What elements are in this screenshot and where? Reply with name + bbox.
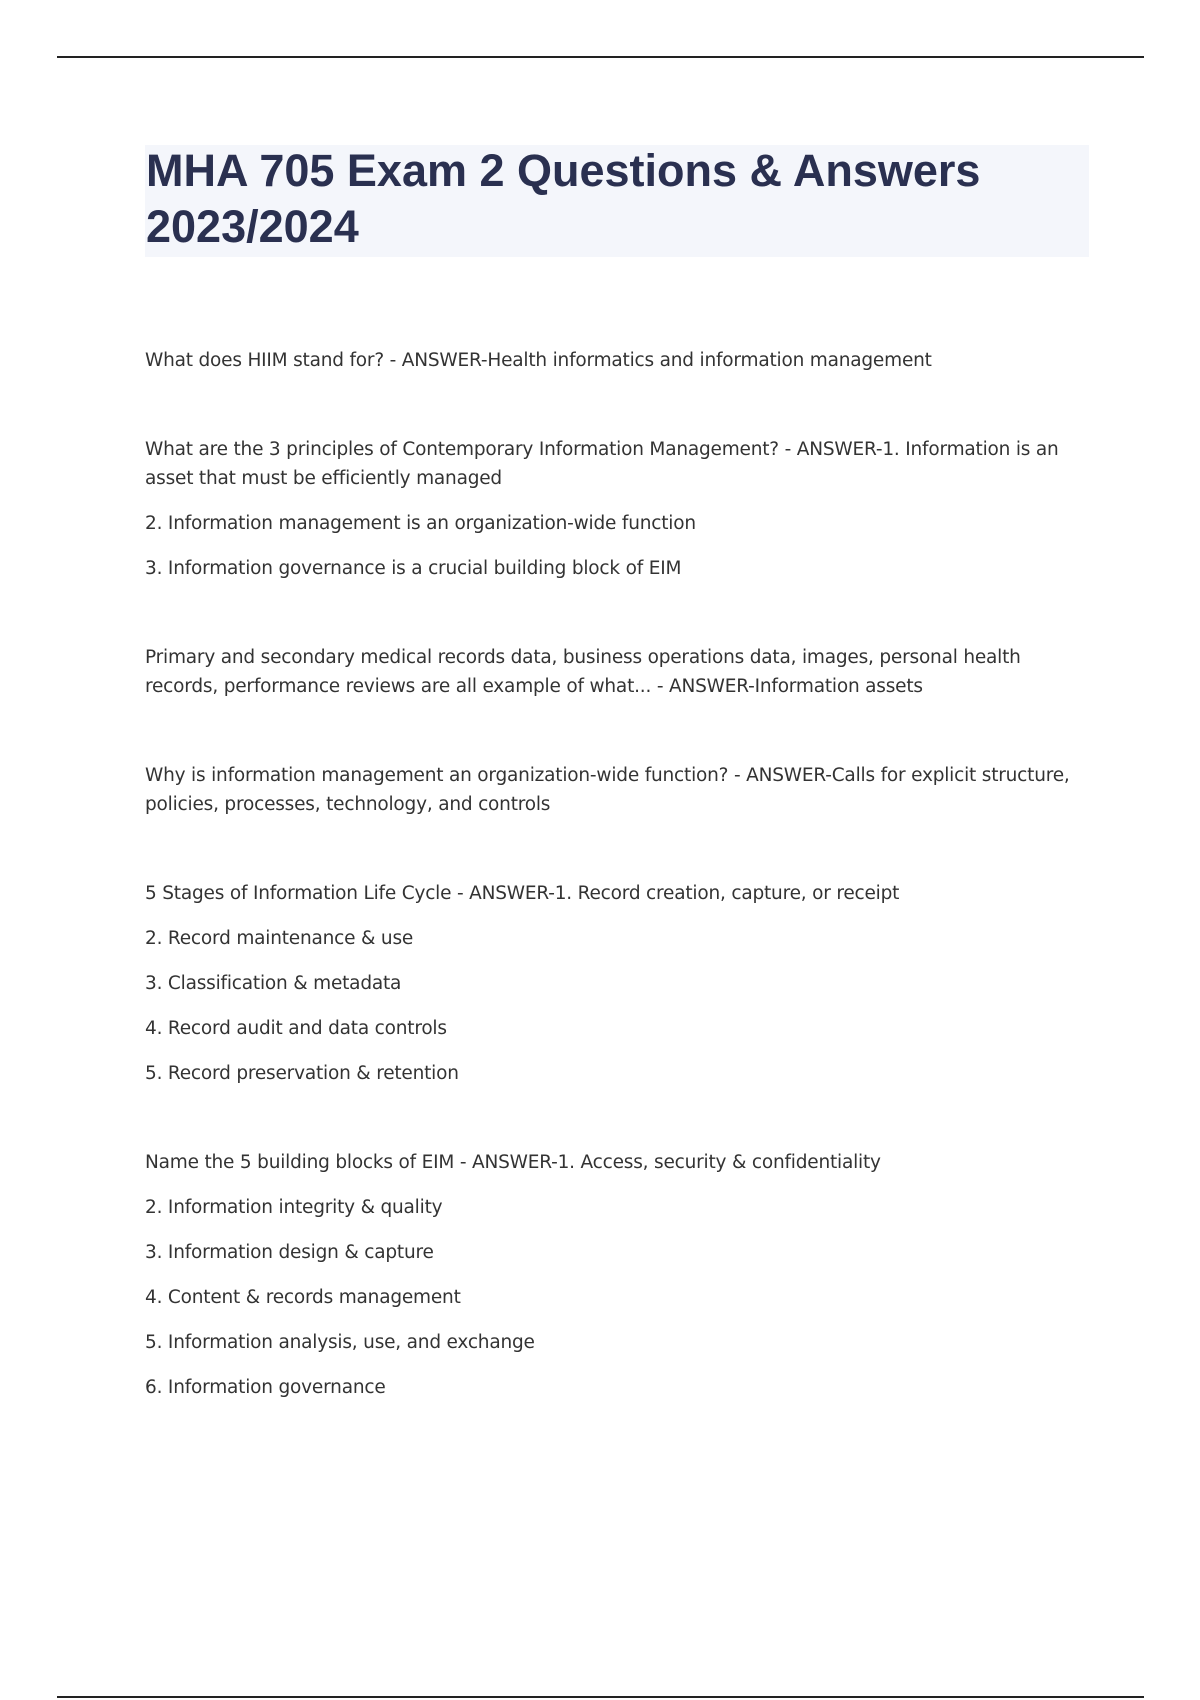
qa-line: Why is information management an organization-wide function? - ANSWER-Calls for explicit structure, policies, processes, technology, and controls: [145, 765, 1070, 815]
qa-line: 4. Content & records management: [145, 1287, 461, 1308]
qa-item: [145, 879, 1090, 1088]
qa-item: [145, 346, 1090, 375]
qa-line: Primary and secondary medical records data, business operations data, images, personal health records, performance reviews are all example of what... - ANSWER-Information assets: [145, 647, 1021, 697]
qa-line: 2. Information management is an organization-wide function: [145, 513, 696, 534]
qa-line: What does HIIM stand for? - ANSWER-Health informatics and information management: [145, 350, 932, 371]
document-title: MHA 705 Exam 2 Questions & Answers 2023/2024: [146, 145, 981, 252]
qa-line: 4. Record audit and data controls: [145, 1018, 447, 1039]
qa-item: [145, 761, 1090, 819]
qa-line: 2. Information integrity & quality: [145, 1197, 443, 1218]
qa-line: 3. Information governance is a crucial building block of EIM: [145, 558, 682, 579]
qa-line: 3. Information design & capture: [145, 1242, 434, 1263]
top-rule: [57, 56, 1144, 58]
qa-line: 3. Classification & metadata: [145, 973, 402, 994]
qa-line: 6. Information governance: [145, 1377, 386, 1398]
qa-line: Name the 5 building blocks of EIM - ANSWER-1. Access, security & confidentiality: [145, 1152, 881, 1173]
qa-item: [145, 643, 1090, 701]
qa-line: 5. Information analysis, use, and exchange: [145, 1332, 535, 1353]
qa-line: 5 Stages of Information Life Cycle - ANSWER-1. Record creation, capture, or receipt: [145, 883, 900, 904]
qa-item: [145, 1148, 1090, 1402]
qa-line: 2. Record maintenance & use: [145, 928, 414, 949]
qa-item: [145, 435, 1090, 583]
qa-line: 5. Record preservation & retention: [145, 1063, 459, 1084]
qa-line: What are the 3 principles of Contemporary Information Management? - ANSWER-1. Information is an asset that must be efficiently managed: [145, 439, 1059, 489]
qa-list: [145, 346, 1090, 1462]
bottom-rule: [57, 1696, 1144, 1698]
